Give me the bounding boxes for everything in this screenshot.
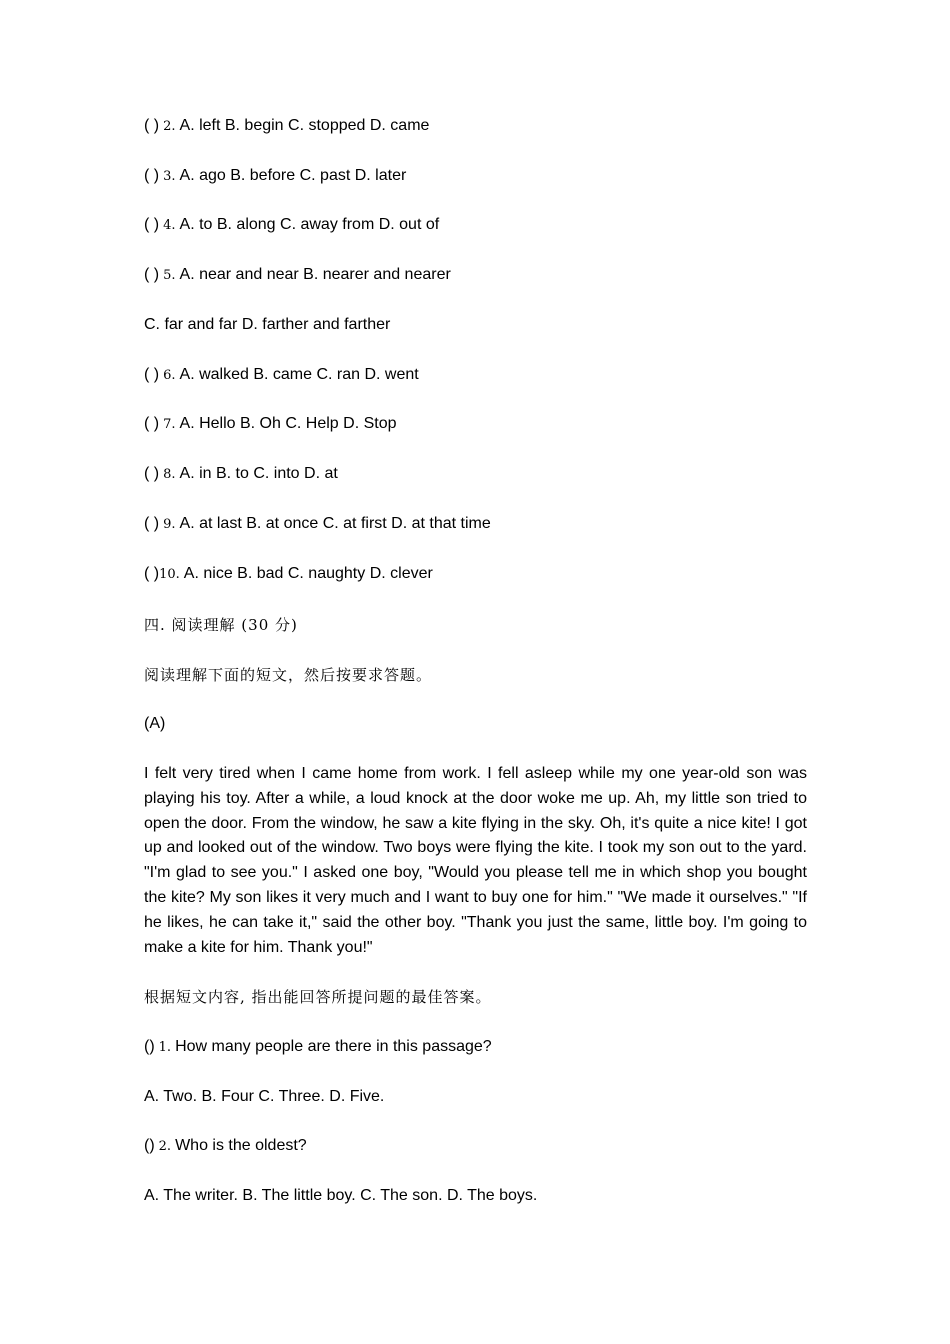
cloze-item: ( ) 5. A. near and near B. nearer and nearer — [144, 266, 451, 283]
instruction: 阅读理解下面的短文，然后按要求答题。 — [144, 666, 433, 684]
question-options: A. Two. B. Four C. Three. D. Five. — [144, 1088, 385, 1105]
question: () 2. Who is the oldest? — [144, 1137, 307, 1154]
cloze-item-continuation: C. far and far D. farther and farther — [144, 316, 391, 333]
cloze-item: ( ) 6. A. walked B. came C. ran D. went — [144, 366, 419, 383]
passage-label: (A) — [144, 715, 166, 732]
cloze-item: ( ) 4. A. to B. along C. away from D. out of — [144, 216, 440, 233]
cloze-item: ( ) 7. A. Hello B. Oh C. Help D. Stop — [144, 415, 397, 432]
section-title: 四. 阅读理解 (30 分) — [144, 616, 298, 634]
question: () 1. How many people are there in this passage? — [144, 1038, 492, 1055]
cloze-item: ( ) 2. A. left B. begin C. stopped D. came — [144, 117, 430, 134]
question-options: A. The writer. B. The little boy. C. The son. D. The boys. — [144, 1187, 538, 1204]
cloze-item: ( ) 8. A. in B. to C. into D. at — [144, 465, 338, 482]
cloze-item: ( ) 3. A. ago B. before C. past D. later — [144, 167, 407, 184]
cloze-item: ( )10. A. nice B. bad C. naughty D. clever — [144, 565, 433, 582]
question-instruction: 根据短文内容, 指出能回答所提问题的最佳答案。 — [144, 988, 492, 1006]
cloze-item: ( ) 9. A. at last B. at once C. at first D. at that time — [144, 515, 491, 532]
reading-passage: I felt very tired when I came home from work. I fell asleep while my one year-old son was playing his toy. After a while, a loud knock at the door woke me up. Ah, my little son tried to open the door. From the window, he saw a kite flying in the sky. Oh, it's quite a nice kite! I got up and looked out of the window. Two boys were flying the kite. I took my son out to the yard. "I'm glad to see you." I asked one boy, "Would you please tell me in which shop you bought the kite? My son likes it very much and I want to buy one for him." "We made it ourselves." "If he likes, he can take it," said the other boy. "Thank you just the same, little boy. I'm going to make a kite for him. Thank you!" — [144, 765, 807, 956]
